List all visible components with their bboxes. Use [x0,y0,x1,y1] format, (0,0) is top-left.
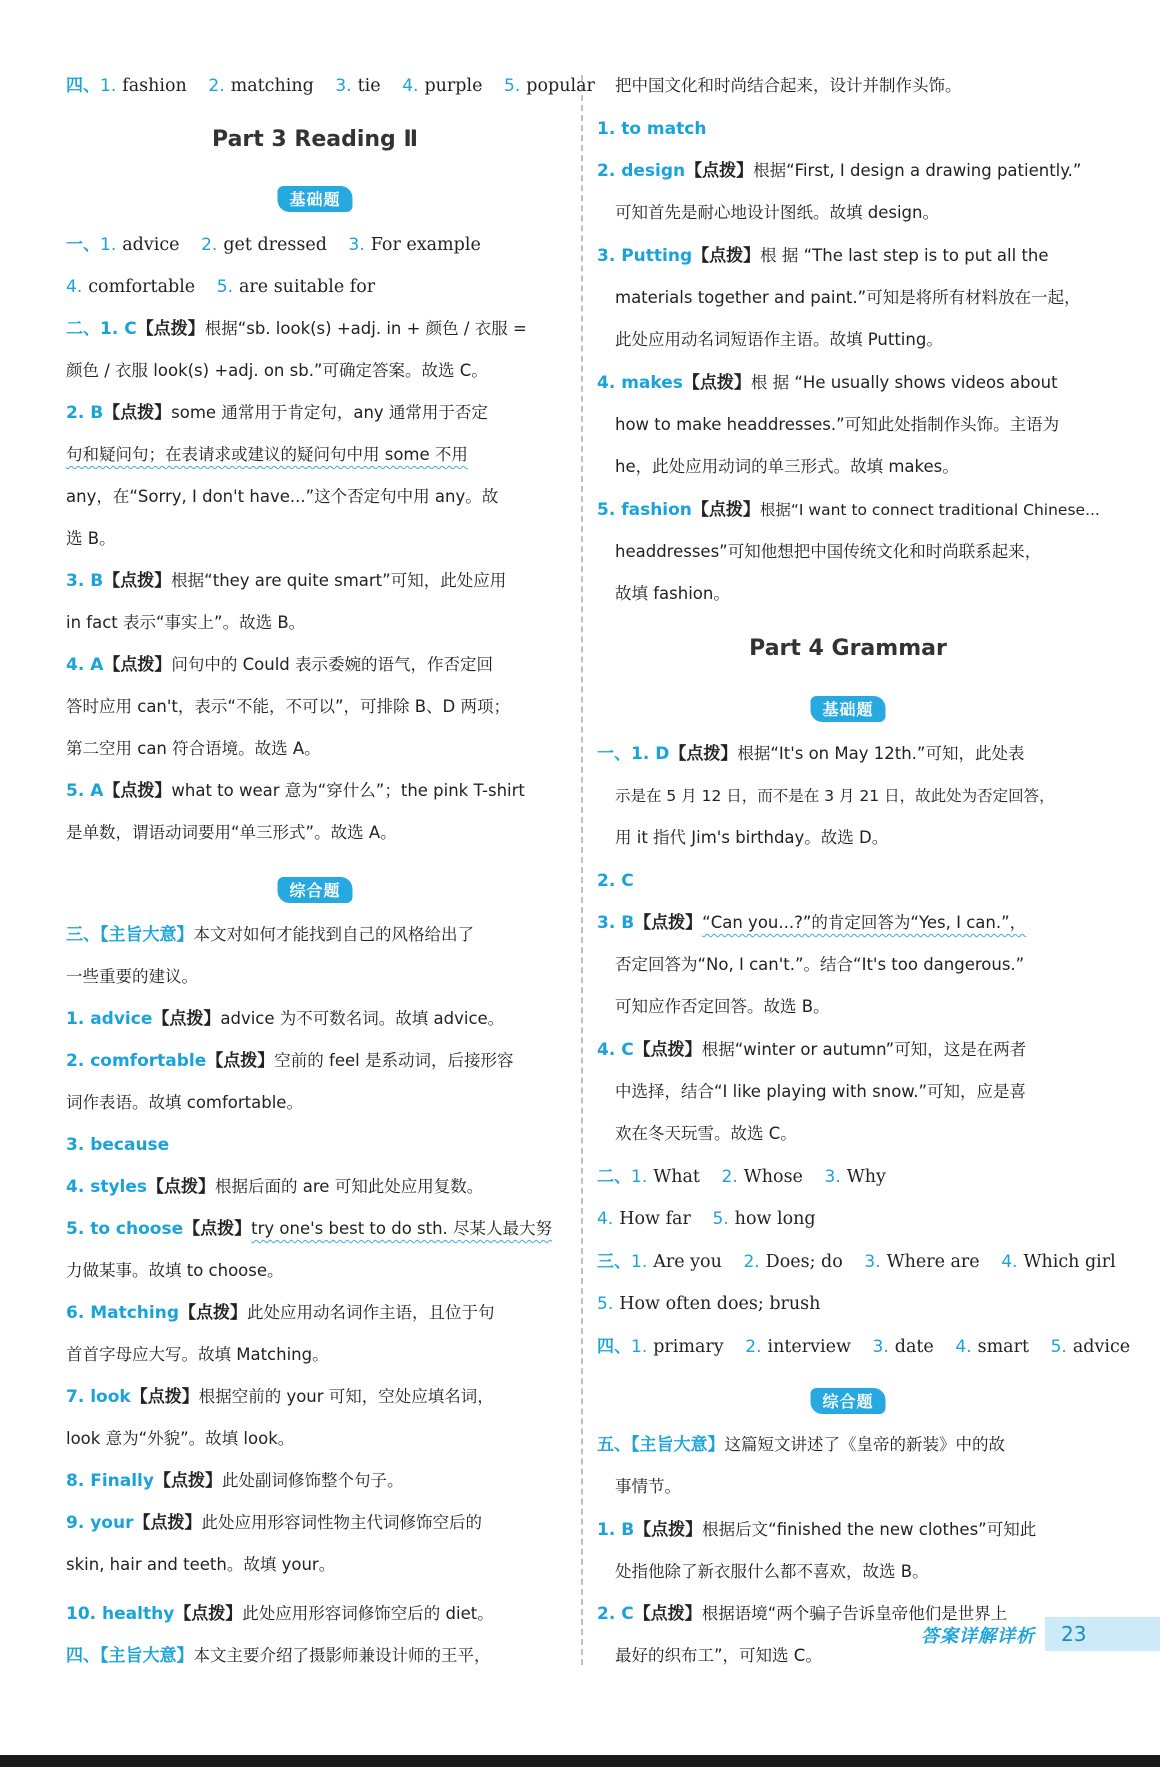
sec2-q2-line4: 选 B。 [66,529,116,548]
sec3-a7-line2: look 意为“外貌”。故填 look。 [66,1429,295,1448]
badge-basic-2: 基础题 [810,696,885,722]
column-divider [581,75,583,1665]
r-sec2-line2: 4. How far 5. how long [597,1209,816,1229]
r-a3-line3: 此处应用动名词短语作主语。故填 Putting。 [615,330,943,349]
sec2-q4-line3: 第二空用 can 符合语境。故选 A。 [66,739,321,758]
sec3-intro-line1: 三、【主旨大意】本文对如何才能找到自己的风格给出了 [66,925,474,945]
r-a1: 1. to match [597,119,707,139]
sec2-q2-line1: 2. B【点拨】some 通常用于肯定句，any 通常用于否定 [66,403,488,423]
r-sec1-q4-line3: 欢在冬天玩雪。故选 C。 [615,1124,797,1143]
sec3-a5-line2: 力做某事。故填 to choose。 [66,1261,284,1280]
sec2-q1-line2: 颜色 / 衣服 look(s) +adj. on sb.”可确定答案。故选 C。 [66,361,488,380]
sec2-q4-line1: 4. A【点拨】问句中的 Could 表示委婉的语气，作否定回 [66,655,493,675]
r-sec5-intro-line2: 事情节。 [615,1477,681,1496]
sec3-a6-line1: 6. Matching【点拨】此处应用动名词作主语，且位于句 [66,1303,495,1323]
sec3-a8: 8. Finally【点拨】此处副词修饰整个句子。 [66,1471,404,1491]
r-a3-line2: materials together and paint.”可知是将所有材料放在一起， [615,288,1081,307]
badge-comprehensive: 综合题 [277,877,352,903]
r-sec1-q3-line3: 可知应作否定回答。故选 B。 [615,997,830,1016]
sec3-a5-line1: 5. to choose【点拨】try one's best to do sth. 尽某人最大努 [66,1219,553,1239]
r-sec2-line1: 二、1. What 2. Whose 3. Why [597,1167,886,1187]
r-a4-line1: 4. makes【点拨】根 据 “He usually shows videos about [597,373,1058,393]
sec3-a3: 3. because [66,1135,170,1155]
r-sec5-q2-line1: 2. C【点拨】根据语境“两个骗子告诉皇帝他们是世界上 [597,1604,1008,1624]
sec2-q3-line1: 3. B【点拨】根据“they are quite smart”可知，此处应用 [66,571,507,591]
sec3-intro-line2: 一些重要的建议。 [66,967,198,986]
r-sec1-q3-line2: 否定回答为“No, I can't.”。结合“It's too dangerous.” [615,955,1025,974]
sec2-q1-line1: 二、1. C【点拨】根据“sb. look(s) +adj. in + 颜色 / 衣服 = [66,319,527,339]
section-1-line-2: 4. comfortable 5. are suitable for [66,277,376,297]
r-a3-line1: 3. Putting【点拨】根 据 “The last step is to put all the [597,246,1049,266]
r-sec1-q4-line2: 中选择，结合“I like playing with snow.”可知，应是喜 [615,1082,1027,1101]
r-a4-line2: how to make headdresses.”可知此处指制作头饰。主语为 [615,415,1060,434]
sec2-q5-line2: 是单数，谓语动词要用“单三形式”。故选 A。 [66,823,397,842]
r-a2-line2: 可知首先是耐心地设计图纸。故填 design。 [615,203,939,222]
sec3-a9-line1: 9. your【点拨】此处应用形容词性物主代词修饰空后的 [66,1513,482,1533]
sec3-a6-line2: 首首字母应大写。故填 Matching。 [66,1345,329,1364]
sec3-a10: 10. healthy【点拨】此处应用形容词修饰空后的 diet。 [66,1604,494,1624]
r-sec1-q4-line1: 4. C【点拨】根据“winter or autumn”可知，这是在两者 [597,1040,1027,1060]
page-number: 23 [1045,1617,1160,1651]
r-sec1-q2: 2. C [597,871,634,891]
r-sec1-q1-line1: 一、1. D【点拨】根据“It's on May 12th.”可知，此处表 [597,744,1025,764]
r-sec5-intro-line1: 五、【主旨大意】这篇短文讲述了《皇帝的新装》中的故 [597,1435,1005,1455]
sec2-q5-line1: 5. A【点拨】what to wear 意为“穿什么”；the pink T-shirt [66,781,525,801]
bottom-bar [0,1755,1160,1767]
section-1-line-1: 一、1. advice 2. get dressed 3. For example [66,235,481,255]
r-sec5-q1-line2: 处指他除了新衣服什么都不喜欢，故选 B。 [615,1562,929,1581]
section-4-top: 四、1. fashion 2. matching 3. tie 4. purple 5. popular [66,76,595,96]
r-a4-line3: he，此处应用动词的单三形式。故填 makes。 [615,457,959,476]
r-sec1-q3-line1: 3. B【点拨】“Can you...?”的肯定回答为“Yes, I can.”， [597,913,1027,933]
r-sec3-line1: 三、1. Are you 2. Does; do 3. Where are 4. Which girl [597,1252,1116,1272]
r-sec5-q1-line1: 1. B【点拨】根据后文“finished the new clothes”可知此 [597,1520,1037,1540]
sec3-a7-line1: 7. look【点拨】根据空前的 your 可知，空处应填名词， [66,1387,494,1407]
sec2-q4-line2: 答时应用 can't，表示“不能，不可以”，可排除 B、D 两项； [66,697,511,716]
sec3-a2-line1: 2. comfortable【点拨】空前的 feel 是系动词，后接形容 [66,1051,514,1071]
sec2-q3-line2: in fact 表示“事实上”。故选 B。 [66,613,306,632]
sec2-q2-line2: 句和疑问句；在表请求或建议的疑问句中用 some 不用 [66,445,468,464]
sec4-intro: 四、【主旨大意】本文主要介绍了摄影师兼设计师的王平， [66,1646,491,1666]
r-sec1-q1-line2: 示是在 5 月 12 日，而不是在 3 月 21 日，故此处为否定回答， [615,787,1055,805]
footer-label: 答案详解详析 [921,1626,1035,1647]
sec2-q2-line3: any，在“Sorry, I don't have...”这个否定句中用 any。故 [66,487,499,506]
sec3-a9-line2: skin, hair and teeth。故填 your。 [66,1555,336,1574]
part4-title: Part 4 Grammar [749,636,947,661]
r-a5-line2: headdresses”可知他想把中国传统文化和时尚联系起来， [615,542,1042,561]
r-sec3-line2: 5. How often does; brush [597,1294,821,1314]
sec3-a1: 1. advice【点拨】advice 为不可数名词。故填 advice。 [66,1009,505,1029]
sec4-intro-cont: 把中国文化和时尚结合起来，设计并制作头饰。 [615,76,962,95]
section-num: 四、 [66,76,100,96]
badge-basic: 基础题 [277,186,352,212]
r-a2-line1: 2. design【点拨】根据“First, I design a drawing patiently.” [597,161,1082,181]
sec3-a2-line2: 词作表语。故填 comfortable。 [66,1093,303,1112]
sec3-a4: 4. styles【点拨】根据后面的 are 可知此处应用复数。 [66,1177,484,1197]
r-sec5-q2-line2: 最好的织布工”，可知选 C。 [615,1646,822,1665]
r-a5-line3: 故填 fashion。 [615,584,730,603]
r-sec1-q1-line3: 用 it 指代 Jim's birthday。故选 D。 [615,828,889,847]
r-a5-line1: 5. fashion【点拨】根据“I want to connect traditional Chinese... [597,500,1100,520]
r-sec4-line1: 四、1. primary 2. interview 3. date 4. smart 5. advice [597,1337,1131,1357]
part3-title: Part 3 Reading Ⅱ [212,127,418,152]
badge-comprehensive-2: 综合题 [810,1388,885,1414]
